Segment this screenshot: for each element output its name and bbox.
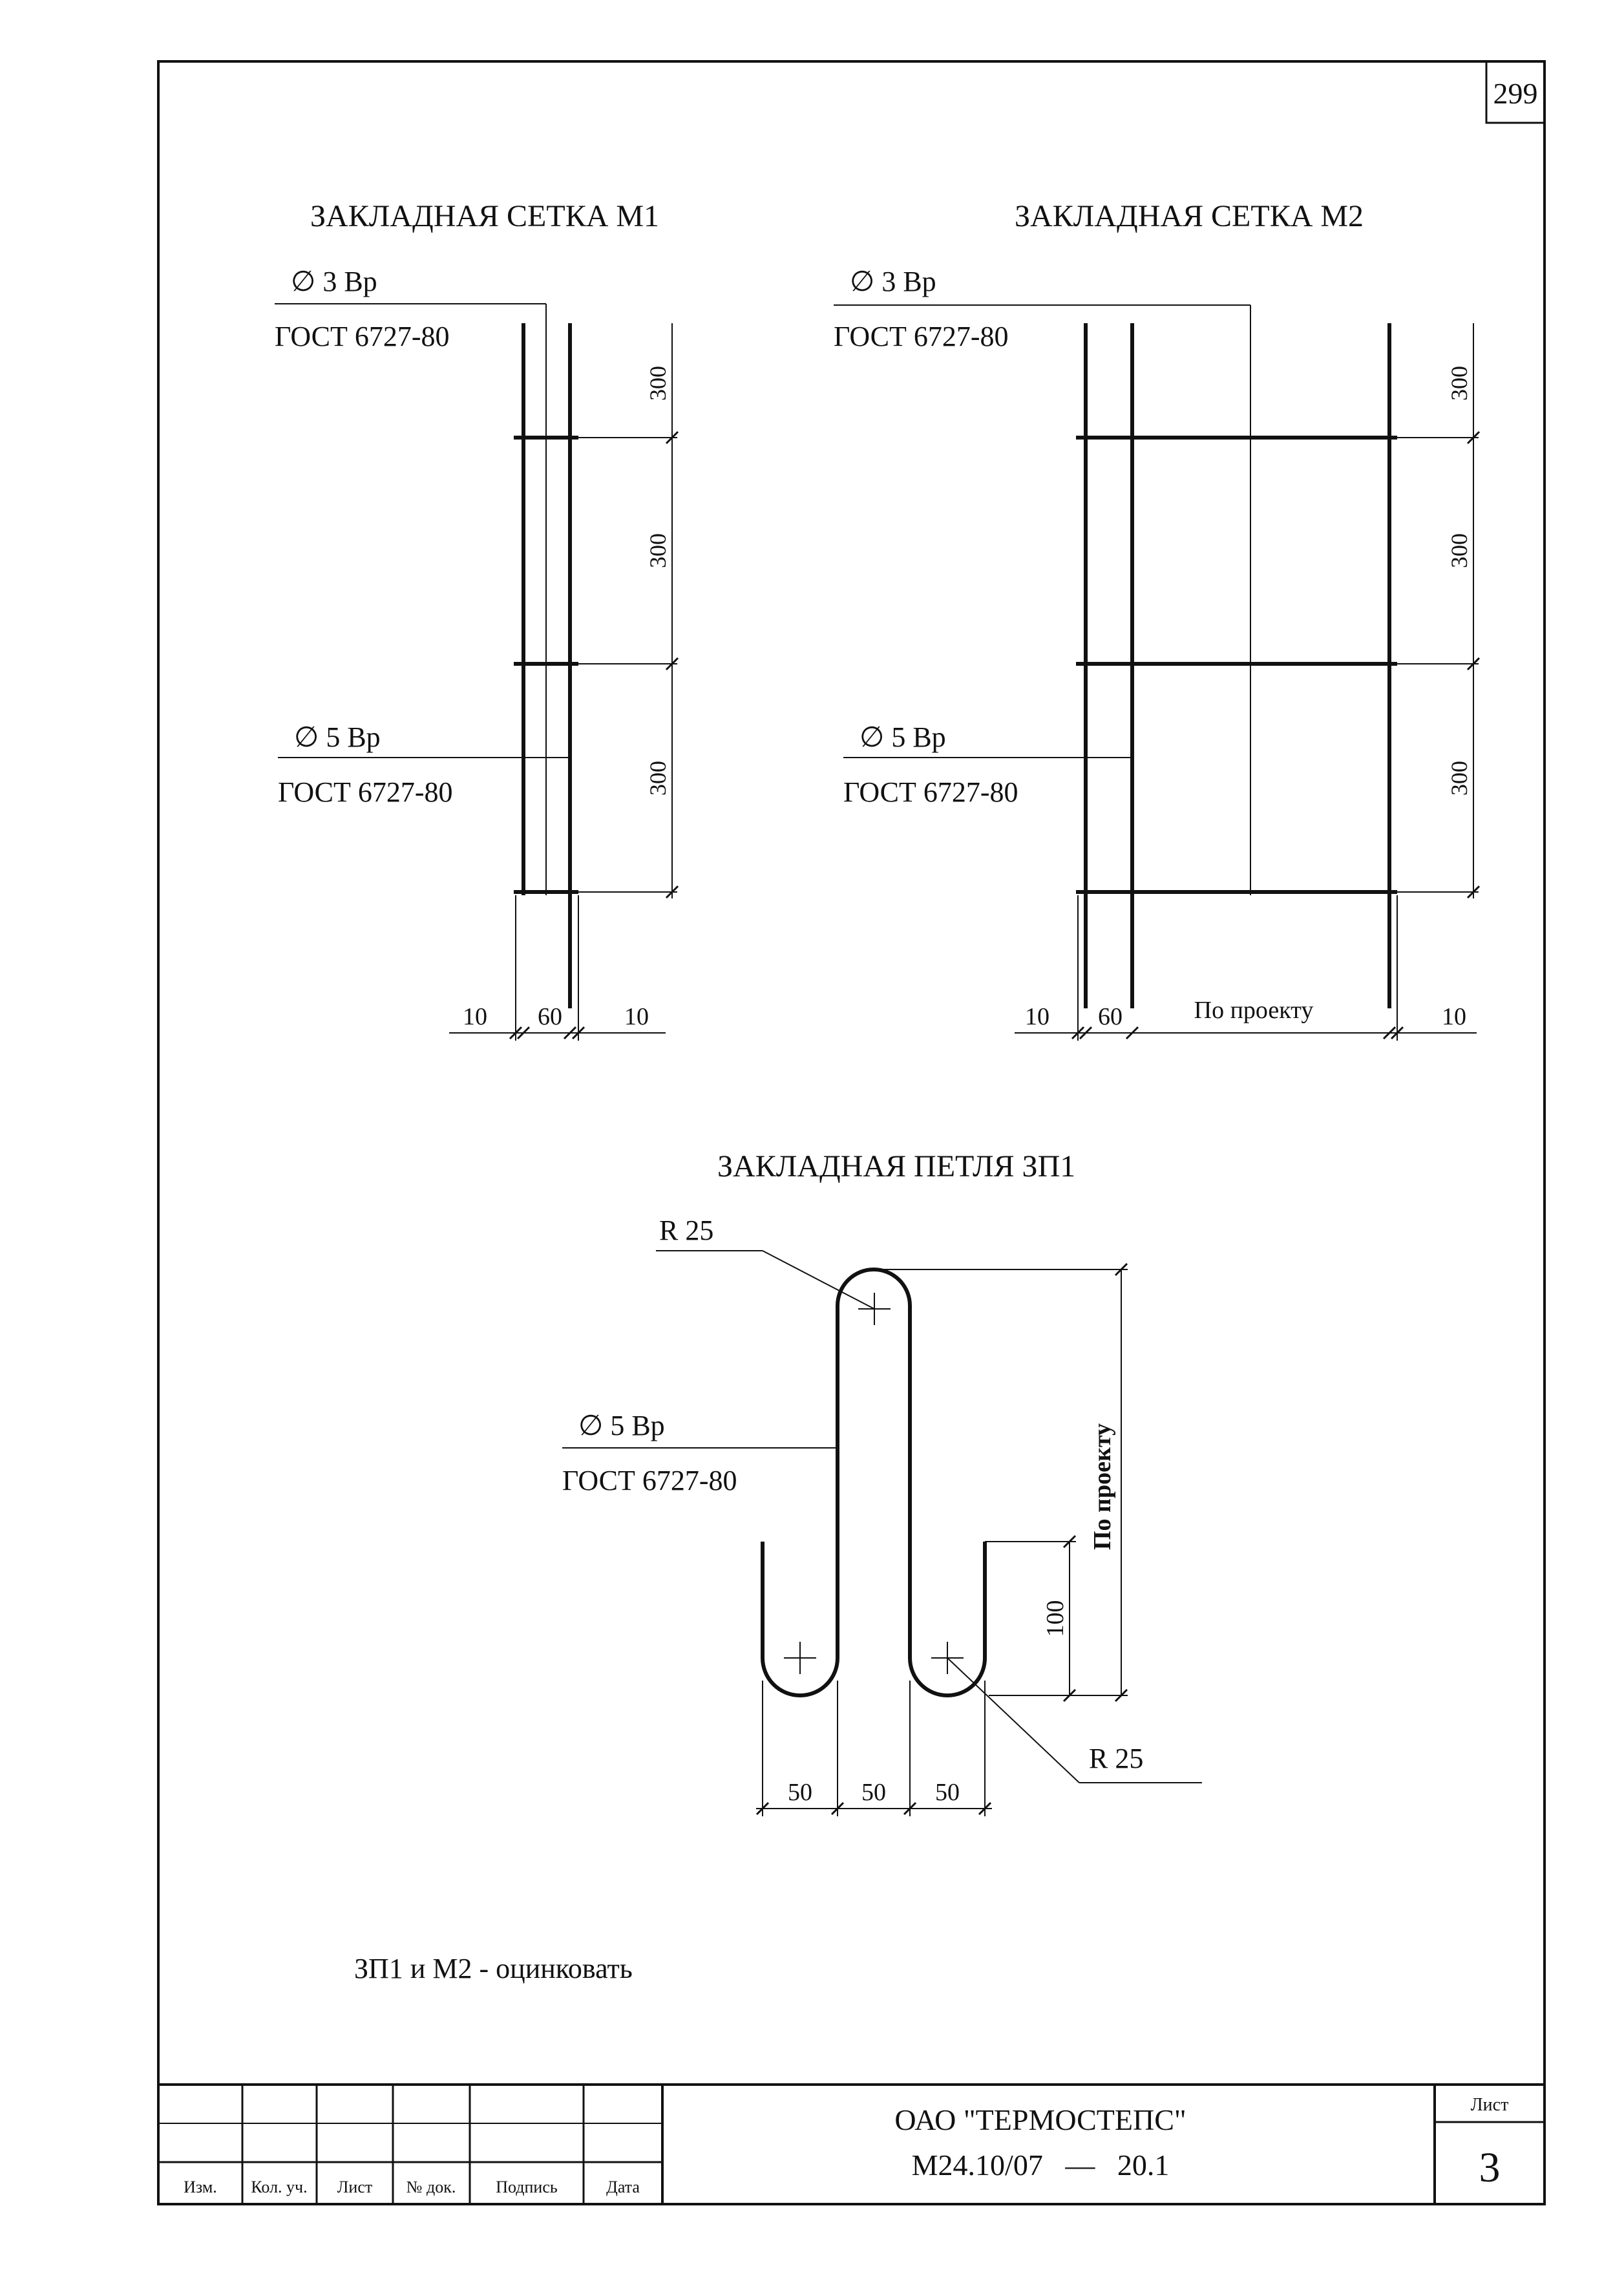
- mesh-m2-thin-bar-diameter: ∅ 3 Вр: [850, 266, 936, 297]
- mesh-m2-thick-bar-diameter: ∅ 5 Вр: [859, 721, 946, 753]
- col-signature: Подпись: [496, 2178, 558, 2196]
- mesh-m2-dim-60: 60: [1098, 1003, 1123, 1030]
- mesh-m1-dim-10-right: 10: [624, 1003, 649, 1030]
- col-list: Лист: [337, 2178, 373, 2196]
- mesh-m2-thick-bar-standard: ГОСТ 6727-80: [843, 776, 1018, 808]
- mesh-m2-dim-10-right: 10: [1442, 1003, 1466, 1030]
- mesh-m2-dim-by-project: По проекту: [1194, 997, 1314, 1024]
- loop-zp1-title: ЗАКЛАДНАЯ ПЕТЛЯ ЗП1: [717, 1149, 1076, 1184]
- sheet-label: Лист: [1470, 2095, 1509, 2115]
- loop-zp1-center-mark-left: [784, 1642, 816, 1674]
- mesh-m2-dim-10-left: 10: [1025, 1003, 1049, 1030]
- loop-zp1-dim-50-1: 50: [788, 1779, 812, 1806]
- mesh-m2-title: ЗАКЛАДНАЯ СЕТКА М2: [1015, 199, 1364, 233]
- loop-zp1-dim-leg: 100: [1042, 1600, 1069, 1637]
- col-date: Дата: [606, 2178, 640, 2196]
- loop-zp1-bar-standard: ГОСТ 6727-80: [562, 1465, 737, 1496]
- mesh-m1-thin-bar-standard: ГОСТ 6727-80: [275, 321, 450, 352]
- col-kol-uch: Кол. уч.: [251, 2178, 308, 2196]
- page-number-box: [1486, 61, 1545, 123]
- mesh-m1-dim-300-2: 300: [645, 533, 671, 568]
- mesh-m1-title: ЗАКЛАДНАЯ СЕТКА М1: [310, 199, 660, 233]
- title-block: [158, 2085, 1545, 2204]
- mesh-m2-dim-300-1: 300: [1446, 366, 1472, 401]
- mesh-m1: [275, 199, 678, 1041]
- loop-zp1-bar-diameter: ∅ 5 Вр: [578, 1410, 665, 1441]
- mesh-m1-dim-10-left: 10: [463, 1003, 487, 1030]
- loop-zp1-dim-height: По проекту: [1089, 1423, 1116, 1551]
- col-izm: Изм.: [184, 2178, 217, 2196]
- document-code: М24.10/07 — 20.1: [911, 2149, 1170, 2182]
- mesh-m2-dim-300-3: 300: [1446, 761, 1472, 796]
- mesh-m1-dim-300-1: 300: [645, 366, 671, 401]
- mesh-m2-dim-300-2: 300: [1446, 533, 1472, 568]
- galvanize-note: ЗП1 и М2 - оцинковать: [354, 1953, 633, 1984]
- sheet-number: 3: [1479, 2144, 1501, 2191]
- mesh-m1-dim-300-3: 300: [645, 761, 671, 796]
- mesh-m1-dim-60: 60: [538, 1003, 562, 1030]
- loop-zp1-dim-50-2: 50: [861, 1779, 886, 1806]
- mesh-m2: [834, 199, 1479, 1041]
- organization-name: ОАО "ТЕРМОСТЕПС": [894, 2103, 1186, 2136]
- loop-zp1-radius-top: R 25: [659, 1215, 714, 1246]
- loop-zp1-radius-bottom: R 25: [1089, 1743, 1144, 1774]
- mesh-m1-thick-bar-diameter: ∅ 5 Вр: [294, 721, 381, 753]
- loop-zp1: [562, 1149, 1202, 1816]
- mesh-m1-thin-bar-diameter: ∅ 3 Вр: [291, 266, 377, 297]
- mesh-m2-thin-bar-standard: ГОСТ 6727-80: [834, 321, 1009, 352]
- sheet-frame: [158, 61, 1545, 2204]
- loop-zp1-bar: [763, 1269, 985, 1695]
- loop-zp1-dim-50-3: 50: [935, 1779, 960, 1806]
- col-doc-no: № док.: [406, 2178, 456, 2196]
- mesh-m1-thick-bar-standard: ГОСТ 6727-80: [278, 776, 453, 808]
- page-number: 299: [1493, 77, 1538, 110]
